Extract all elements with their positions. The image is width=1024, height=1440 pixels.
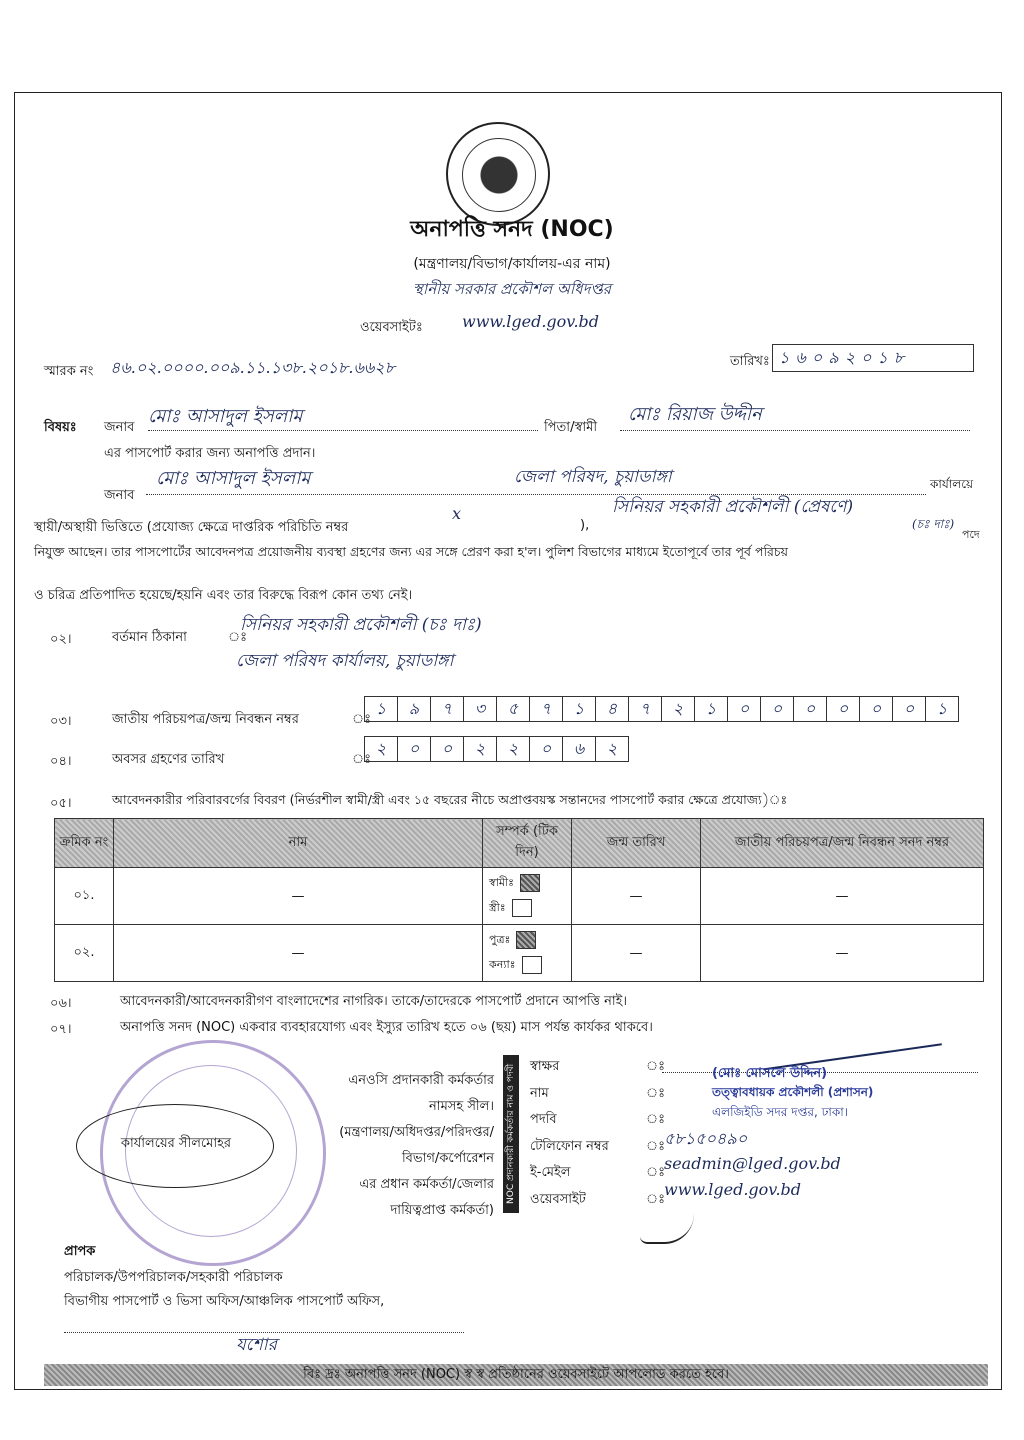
- body-office: জেলা পরিষদ, চুয়াডাঙ্গা: [514, 467, 672, 487]
- row-name: —: [114, 868, 483, 925]
- memo-value: ৪৬.০২.০০০০.০০৯.১১.১৩৮.২০১৮.৬৬২৮: [110, 358, 396, 377]
- vertical-caption: NOC প্রদানকারী কর্মকর্তার নাম ও পদবী: [503, 1055, 519, 1213]
- officer-line: দায়িত্বপ্রাপ্ত কর্মকর্তা): [390, 1203, 494, 1218]
- officer-line: এর প্রধান কর্মকর্তা/জেলার: [359, 1177, 494, 1192]
- officer-line: বিভাগ/কর্পোরেশন: [401, 1151, 494, 1166]
- colon: ঃ: [228, 630, 248, 645]
- subject-line2: এর পাসপোর্ট করার জন্য অনাপত্তি প্রদান।: [104, 446, 316, 461]
- digit-box: ৯: [397, 696, 430, 722]
- row-name: —: [114, 925, 483, 982]
- field-name-label: নাম: [530, 1085, 549, 1101]
- government-seal-icon: [446, 122, 550, 226]
- cha-dha: (চঃ দাঃ): [912, 517, 955, 531]
- father-name: মোঃ রিয়াজ উদ্দীন: [628, 404, 762, 425]
- digit-box: ০: [826, 696, 859, 722]
- colon: ঃ: [352, 712, 372, 727]
- table-row: [55, 868, 984, 925]
- row-nid: —: [701, 868, 984, 925]
- subject-label: বিষয়ঃ: [44, 420, 77, 435]
- page-title: অনাপত্তি সনদ (NOC): [410, 217, 614, 242]
- field-email-label: ই-মেইল: [530, 1165, 571, 1180]
- digit-box: ৭: [430, 696, 463, 722]
- id-mark: x: [452, 504, 462, 523]
- item-04-no: ০৪।: [50, 754, 72, 769]
- officer-block: [300, 1068, 494, 1224]
- subject-janab: জনাব: [104, 420, 135, 435]
- website-value: www.lged.gov.bd: [462, 312, 600, 331]
- item-05-label: আবেদনকারীর পরিবারবর্গের বিবরণ (নির্ভরশীল স্বামী/স্ত্রী এবং ১৫ বছরের নীচে অপ্রাপ্তবয়স্ক সন্তানদের পাসপোর্ট করার ক্ষেত্রে প্রযোজ্য)ঃ: [112, 792, 788, 807]
- recipient-title: প্রাপক: [64, 1244, 96, 1259]
- row-relation: [483, 868, 572, 925]
- digit-box: ২: [364, 736, 397, 762]
- item-02-line1: সিনিয়র সহকারী প্রকৌশলী (চঃ দাঃ): [240, 615, 482, 635]
- row-serial: ০১.: [55, 868, 114, 925]
- col-nid: জাতীয় পরিচয়পত্র/জন্ম নিবন্ধন সনদ নম্বর: [701, 819, 984, 868]
- father-label: পিতা/স্বামী: [544, 420, 598, 435]
- signer-name: (মোঃ মোসলে উদ্দিন): [712, 1066, 828, 1081]
- officer-line: এনওসি প্রদানকারী কর্মকর্তার: [348, 1073, 494, 1088]
- website-label: ওয়েবসাইটঃ: [360, 320, 423, 335]
- body-line-b: নিযুক্ত আছেন। তার পাসপোর্টের আবেদনপত্র প্রয়োজনীয় ব্যবস্থা গ্রহণের জন্য এর সঙ্গে প্রেরণ করা হ'ল। পুলিশ বিভাগের মাধ্যমে ইতোপূর্বে তার পূর্ব পরিচয়: [34, 544, 789, 559]
- footer-note: বিঃ দ্রঃ অনাপত্তি সনদ (NOC) স্ব স্ব প্রতিষ্ঠানের ওয়েবসাইটে আপলোড করতে হবে।: [44, 1364, 988, 1386]
- col-name: নাম: [114, 819, 483, 868]
- field-sign-label: স্বাক্ষর: [530, 1059, 560, 1074]
- comma: ),: [580, 518, 590, 533]
- col-dob: জন্ম তারিখ: [572, 819, 701, 868]
- digit-box: ৬: [562, 736, 595, 762]
- digit-box: ২: [595, 736, 629, 762]
- table-row: [55, 925, 984, 982]
- digit-box: ০: [859, 696, 892, 722]
- date-box: [772, 344, 974, 372]
- officer-line: নামসহ সীল।: [429, 1099, 494, 1114]
- wife-checkbox[interactable]: [512, 899, 532, 917]
- col-relation: সম্পর্ক (টিক দিন): [483, 819, 572, 868]
- dotline: [148, 430, 538, 431]
- item-02-label: বর্তমান ঠিকানা: [112, 630, 187, 645]
- item-07-no: ০৭।: [50, 1022, 72, 1037]
- digit-box: ০: [529, 736, 562, 762]
- field-web-label: ওয়েবসাইট: [530, 1191, 586, 1207]
- seal-label: কার্যালয়ের সীলমোহর: [120, 1136, 232, 1151]
- signer-office: এলজিইডি সদর দপ্তর, ঢাকা।: [712, 1105, 849, 1119]
- item-02-line2: জেলা পরিষদ কার্যালয়, চুয়াডাঙ্গা: [236, 651, 454, 671]
- signer-website: www.lged.gov.bd: [664, 1180, 802, 1199]
- retirement-digit-boxes: [364, 736, 629, 762]
- signer-email: seadmin@lged.gov.bd: [664, 1154, 841, 1173]
- digit-box: ২: [463, 736, 496, 762]
- recipient-line1: পরিচালক/উপপরিচালক/সহকারী পরিচালক: [64, 1270, 283, 1285]
- daughter-checkbox[interactable]: [522, 956, 542, 974]
- item-03-no: ০৩।: [50, 714, 72, 729]
- digit-box: ৩: [463, 696, 496, 722]
- digit-box: ৭: [628, 696, 661, 722]
- item-05-no: ০৫।: [50, 796, 72, 811]
- digit-box: ১: [694, 696, 727, 722]
- son-checkbox[interactable]: [516, 931, 536, 949]
- row-dob: —: [572, 868, 701, 925]
- post-suffix: পদে: [962, 528, 980, 541]
- body-janab: জনাব: [104, 488, 135, 503]
- digit-box: ১: [364, 696, 397, 722]
- subject-name: মোঃ আসাদুল ইসলাম: [148, 406, 303, 427]
- page-subtitle: (মন্ত্রণালয়/বিভাগ/কার্যালয়-এর নাম): [413, 256, 611, 272]
- digit-box: ১: [925, 696, 959, 722]
- digit-box: ৫: [496, 696, 529, 722]
- nid-digit-boxes: [364, 696, 959, 722]
- office-name: স্থানীয় সরকার প্রকৌশল অধিদপ্তর: [412, 280, 612, 298]
- dotline: [620, 430, 970, 431]
- digit-box: ৪: [595, 696, 628, 722]
- karyalaye-label: কার্যালয়ে: [930, 477, 974, 491]
- body-name: মোঃ আসাদুল ইসলাম: [156, 468, 311, 489]
- row-nid: —: [701, 925, 984, 982]
- husband-checkbox[interactable]: [520, 874, 540, 892]
- family-table: [54, 818, 984, 982]
- item-02-no: ০২।: [50, 632, 72, 647]
- colon: ঃ: [352, 752, 372, 767]
- row-relation: [483, 925, 572, 982]
- item-03-label: জাতীয় পরিচয়পত্র/জন্ম নিবন্ধন নম্বর: [112, 712, 299, 727]
- date-label: তারিখঃ: [730, 354, 770, 369]
- field-phone-label: টেলিফোন নম্বর: [530, 1138, 609, 1154]
- date-value: ১৬০৯২০১৮: [779, 348, 911, 367]
- signature-field-labels: [530, 1054, 609, 1213]
- field-post-label: পদবি: [530, 1112, 557, 1127]
- signer-post: তত্ত্বাবধায়ক প্রকৌশলী (প্রশাসন): [712, 1085, 874, 1099]
- digit-box: ০: [793, 696, 826, 722]
- row-dob: —: [572, 925, 701, 982]
- rel-son-label: পুত্রঃ: [489, 933, 511, 946]
- memo-label: স্মারক নং: [44, 364, 94, 379]
- rel-wife-label: স্ত্রীঃ: [489, 901, 506, 914]
- body-line-c: ও চরিত্র প্রতিপাদিত হয়েছে/হয়নি এবং তার বিরুদ্ধে বিরূপ কোন তথ্য নেই।: [34, 588, 413, 603]
- digit-box: ০: [397, 736, 430, 762]
- digit-box: ২: [661, 696, 694, 722]
- item-04-label: অবসর গ্রহণের তারিখ: [112, 752, 225, 767]
- body-line-a: স্থায়ী/অস্থায়ী ভিত্তিতে (প্রযোজ্য ক্ষেত্রে দাপ্তরিক পরিচিতি নম্বর: [34, 520, 349, 535]
- recipient-line2: বিভাগীয় পাসপোর্ট ও ভিসা অফিস/আঞ্চলিক পাসপোর্ট অফিস,: [64, 1294, 385, 1309]
- digit-box: ০: [892, 696, 925, 722]
- row-serial: ০২.: [55, 925, 114, 982]
- digit-box: ৭: [529, 696, 562, 722]
- officer-line: (মন্ত্রণালয়/অধিদপ্তর/পরিদপ্তর/: [339, 1125, 494, 1140]
- body-post: সিনিয়র সহকারী প্রকৌশলী (প্রেষণে): [612, 497, 854, 517]
- signer-phone: ৫৮১৫০৪৯০: [664, 1129, 748, 1148]
- digit-box: ২: [496, 736, 529, 762]
- recipient-place: যশোর: [236, 1335, 277, 1355]
- rel-daughter-label: কন্যাঃ: [489, 958, 516, 971]
- digit-box: ১: [562, 696, 595, 722]
- col-serial: ক্রমিক নং: [55, 819, 114, 868]
- item-06-text: আবেদনকারী/আবেদনকারীগণ বাংলাদেশের নাগরিক। তাকে/তাদেরকে পাসপোর্ট প্রদানে আপত্তি নাই।: [120, 994, 628, 1009]
- rel-husband-label: স্বামীঃ: [489, 876, 515, 889]
- digit-box: ০: [760, 696, 793, 722]
- digit-box: ০: [727, 696, 760, 722]
- digit-box: ০: [430, 736, 463, 762]
- item-06-no: ০৬।: [50, 996, 72, 1011]
- field-colons: ঃ ঃ ঃ ঃ ঃ ঃ: [646, 1059, 666, 1207]
- item-07-text: অনাপত্তি সনদ (NOC) একবার ব্যবহারযোগ্য এবং ইস্যুর তারিখ হতে ০৬ (ছয়) মাস পর্যন্ত কার্যকর থাকবে।: [120, 1020, 653, 1035]
